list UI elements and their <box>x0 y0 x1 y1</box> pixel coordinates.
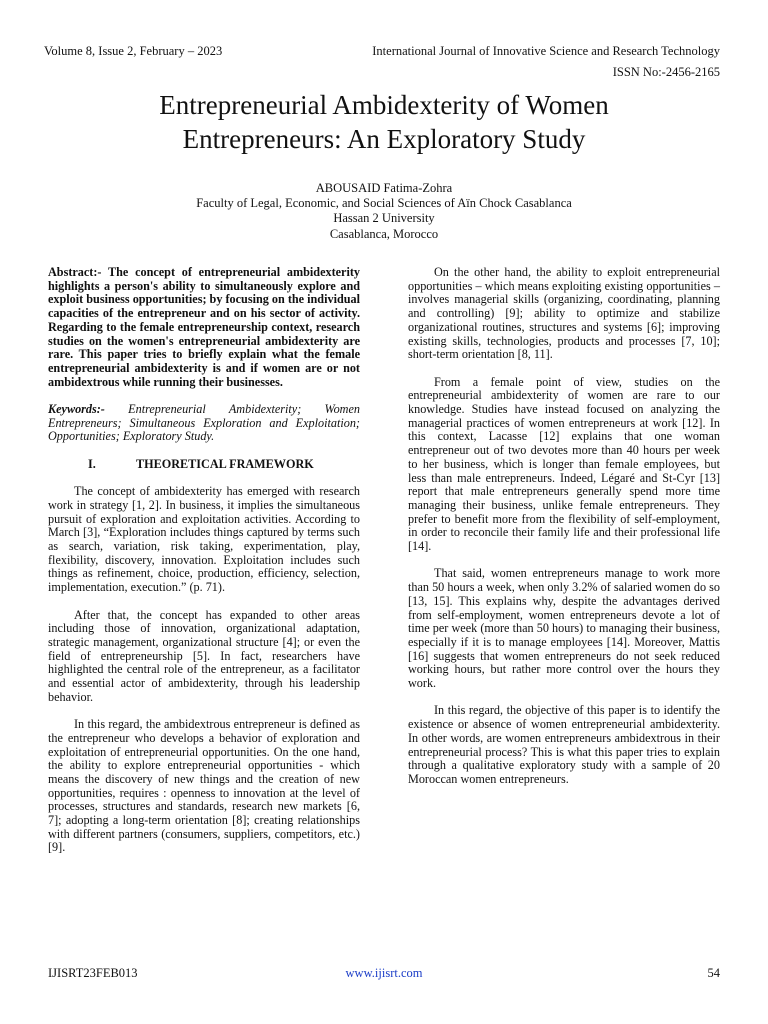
title-line-1: Entrepreneurial Ambidexterity of Women <box>159 90 609 120</box>
paragraph: On the other hand, the ability to exploit entrepreneurial opportunities – which means exploiting existing opportunities – involves managerial skills (organizing, coordinating, planning and controlling) [9]; ability to optimize and stabilize organizational routines, structures and systems [6]; improving existing skills, technologies, products and processes [7, 10]; short-term orientation [8, 11]. <box>408 265 720 362</box>
left-column <box>48 266 360 869</box>
author-block <box>0 181 768 242</box>
paragraph: That said, women entrepreneurs manage to work more than 50 hours a week, when only 3.2% of salaried women do so [13, 15]. This explains why, despite the advantages derived from self-employment, women entrepreneurs devote a lot of time per week (more than 50 hours) to managing their business, especially if it is to manage employees [14]. Moreover, Mattis [16] suggests that women entrepreneurs do not seek reduced working hours, but rather more control over the hours they work. <box>408 566 720 691</box>
volume-issue: Volume 8, Issue 2, February – 2023 <box>44 44 223 58</box>
paragraph: In this regard, the objective of this paper is to identify the existence or absence of women entrepreneurial ambidexterity. In other words, are women entrepreneurs ambidextrous in their entrepreneurial process? This is what this paper tries to explain through a qualitative exploratory study with a sample of 20 Moroccan women entrepreneurs. <box>408 703 720 786</box>
journal-name: International Journal of Innovative Science and Research Technology <box>372 44 720 58</box>
paragraph: After that, the concept has expanded to other areas including those of innovation, organizational adaptation, strategic management, organizational structure [4]; or even the field of entrepreneurship [5]. In fact, researchers have highlighted the central role of the entrepreneur, as a facilitator and essential actor of ambidexterity, through his leadership behavior. <box>48 607 360 704</box>
section-title: THEORETICAL FRAMEWORK <box>136 456 314 471</box>
paper-title <box>0 88 768 156</box>
abstract: Abstract:- The concept of entrepreneurial ambidexterity highlights a person's ability to simultaneously explore and exploit business opportunities; by focusing on the individual capacities of the entrepreneur and on his sector of activity. Regarding to the female entrepreneurship context, research studies on the women's entrepreneurial ambidexterity are rare. This paper tries to briefly explain what the female entrepreneurial ambidexterity is and if women are or not ambidextrous while running their businesses. <box>48 265 360 389</box>
affiliation-city: Casablanca, Morocco <box>329 226 439 241</box>
issn: ISSN No:-2456-2165 <box>612 65 720 79</box>
section-heading <box>48 458 360 472</box>
right-column <box>408 266 720 800</box>
keywords <box>48 403 360 444</box>
page-number: 54 <box>707 966 720 980</box>
affiliation-faculty: Faculty of Legal, Economic, and Social Sciences of Aïn Chock Casablanca <box>196 196 572 211</box>
paragraph: In this regard, the ambidextrous entrepreneur is defined as the entrepreneur who develops a behavior of exploration and exploitation of entrepreneurial opportunities. On the one hand, the ability to explore entrepreneurial opportunities - which means the discovery of new things and the creation of new opportunities, requires : openness to innovation at the level of processes, structures and standards, research new markets [6, 7]; adopting a long-term orientation [8]; creating relationships with different partners (consumers, suppliers, competitors, etc.) [9]. <box>48 717 360 855</box>
author-name: ABOUSAID Fatima-Zohra <box>315 181 453 195</box>
journal-website-link[interactable]: www.ijisrt.com <box>345 966 423 980</box>
affiliation-university: Hassan 2 University <box>333 211 435 226</box>
paragraph: The concept of ambidexterity has emerged with research work in strategy [1, 2]. In business, it implies the simultaneous pursuit of exploration and exploitation activities. According to March [3], “Exploration includes things captured by terms such as search, variation, risk taking, experimentation, play, flexibility, discovery, innovation. Exploitation includes such things as refinement, choice, production, efficiency, selection, implementation, execution.” (p. 71). <box>48 484 360 595</box>
section-number: I. <box>88 456 96 471</box>
keywords-list: Entrepreneurial Ambidexterity; Women Entrepreneurs; Simultaneous Exploration and Exploitation; Opportunities; Exploratory Study. <box>48 402 360 444</box>
article-code: IJISRT23FEB013 <box>48 966 138 980</box>
keywords-label: Keywords:- <box>48 402 105 417</box>
title-line-2: Entrepreneurs: An Exploratory Study <box>182 124 586 154</box>
paragraph: From a female point of view, studies on the entrepreneurial ambidexterity of women are rare to our knowledge. Studies have instead focused on analyzing the managerial practices of women entrepreneurs at work [12]. In this context, Lacasse [12] explains that one woman entrepreneur out of two devotes more than 40 hours per week to her business, which is longer than female employees, but less than male entrepreneurs. Indeed, Légaré and St-Cyr [13] report that male entrepreneurs generally spend more time managing their business, unlike female entrepreneurs. They prefer to benefit more from the flexibility of self-employment, in order to reconcile their family life and their professional life [14]. <box>408 374 720 554</box>
